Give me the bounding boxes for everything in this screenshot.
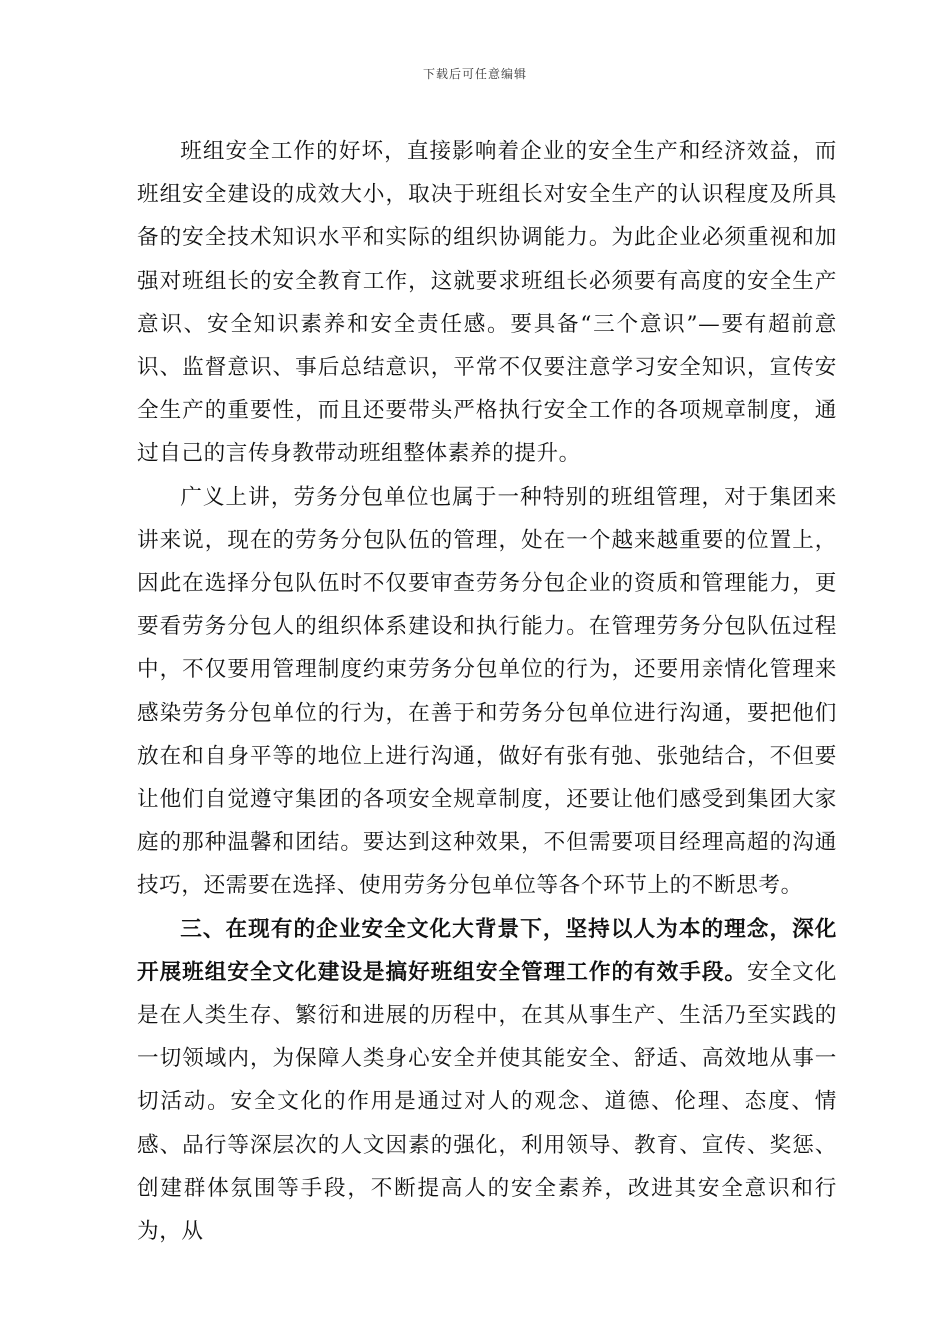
paragraph-text: 广义上讲，劳务分包单位也属于一种特别的班组管理，对于集团来讲来说，现在的劳务分包队伍的管理，处在一个越来越重要的位置上，因此在选择分包队伍时不仅要审查劳务分包企业的资质和管理能力，更要看劳务分包人的组织体系建设和执行能力。在管理劳务分包队伍过程中，不仅要用管理制度约束劳务分包单位的行为，还要用亲情化管理来感染劳务分包单位的行为，在善于和劳务分包单位进行沟通，要把他们放在和自身平等的地位上进行沟通，做好有张有弛、张弛结合，不但要让他们自觉遵守集团的各项安全规章制度，还要让他们感受到集团大家庭的那种温馨和团结。要达到这种效果，不但需要项目经理高超的沟通技巧，还需要在选择、使用劳务分包单位等各个环节上的不断思考。 xyxy=(137,484,837,899)
paragraph-safety-culture xyxy=(137,908,837,1254)
document-body xyxy=(137,130,837,1253)
paragraph-team-safety-leaders xyxy=(137,130,837,476)
section-heading-bold: 三、在现有的企业安全文化大背景下，坚持以人为本的理念，深化开展班组安全文化建设是搞好班组安全管理工作的有效手段。 xyxy=(137,916,837,985)
paragraph-labor-subcontract xyxy=(137,476,837,908)
paragraph-text: 班组安全工作的好坏，直接影响着企业的安全生产和经济效益，而班组安全建设的成效大小，取决于班组长对安全生产的认识程度及所具备的安全技术知识水平和实际的组织协调能力。为此企业必须重视和加强对班组长的安全教育工作，这就要求班组长必须要有高度的安全生产意识、安全知识素养和安全责任感。要具备“三个意识”—要有超前意识、监督意识、事后总结意识，平常不仅要注意学习安全知识，宣传安全生产的重要性，而且还要带头严格执行安全工作的各项规章制度，通过自己的言传身教带动班组整体素养的提升。 xyxy=(137,139,837,467)
paragraph-text: 安全文化是在人类生存、繁衍和进展的历程中，在其从事生产、生活乃至实践的一切领域内，为保障人类身心安全并使其能安全、舒适、高效地从事一切活动。安全文化的作用是通过对人的观念、道德、伦理、态度、情感、品行等深层次的人文因素的强化，利用领导、教育、宣传、奖惩、创建群体氛围等手段，不断提高人的安全素养，改进其安全意识和行为，从 xyxy=(137,959,838,1245)
page-header: 下载后可任意编辑 xyxy=(422,67,527,81)
